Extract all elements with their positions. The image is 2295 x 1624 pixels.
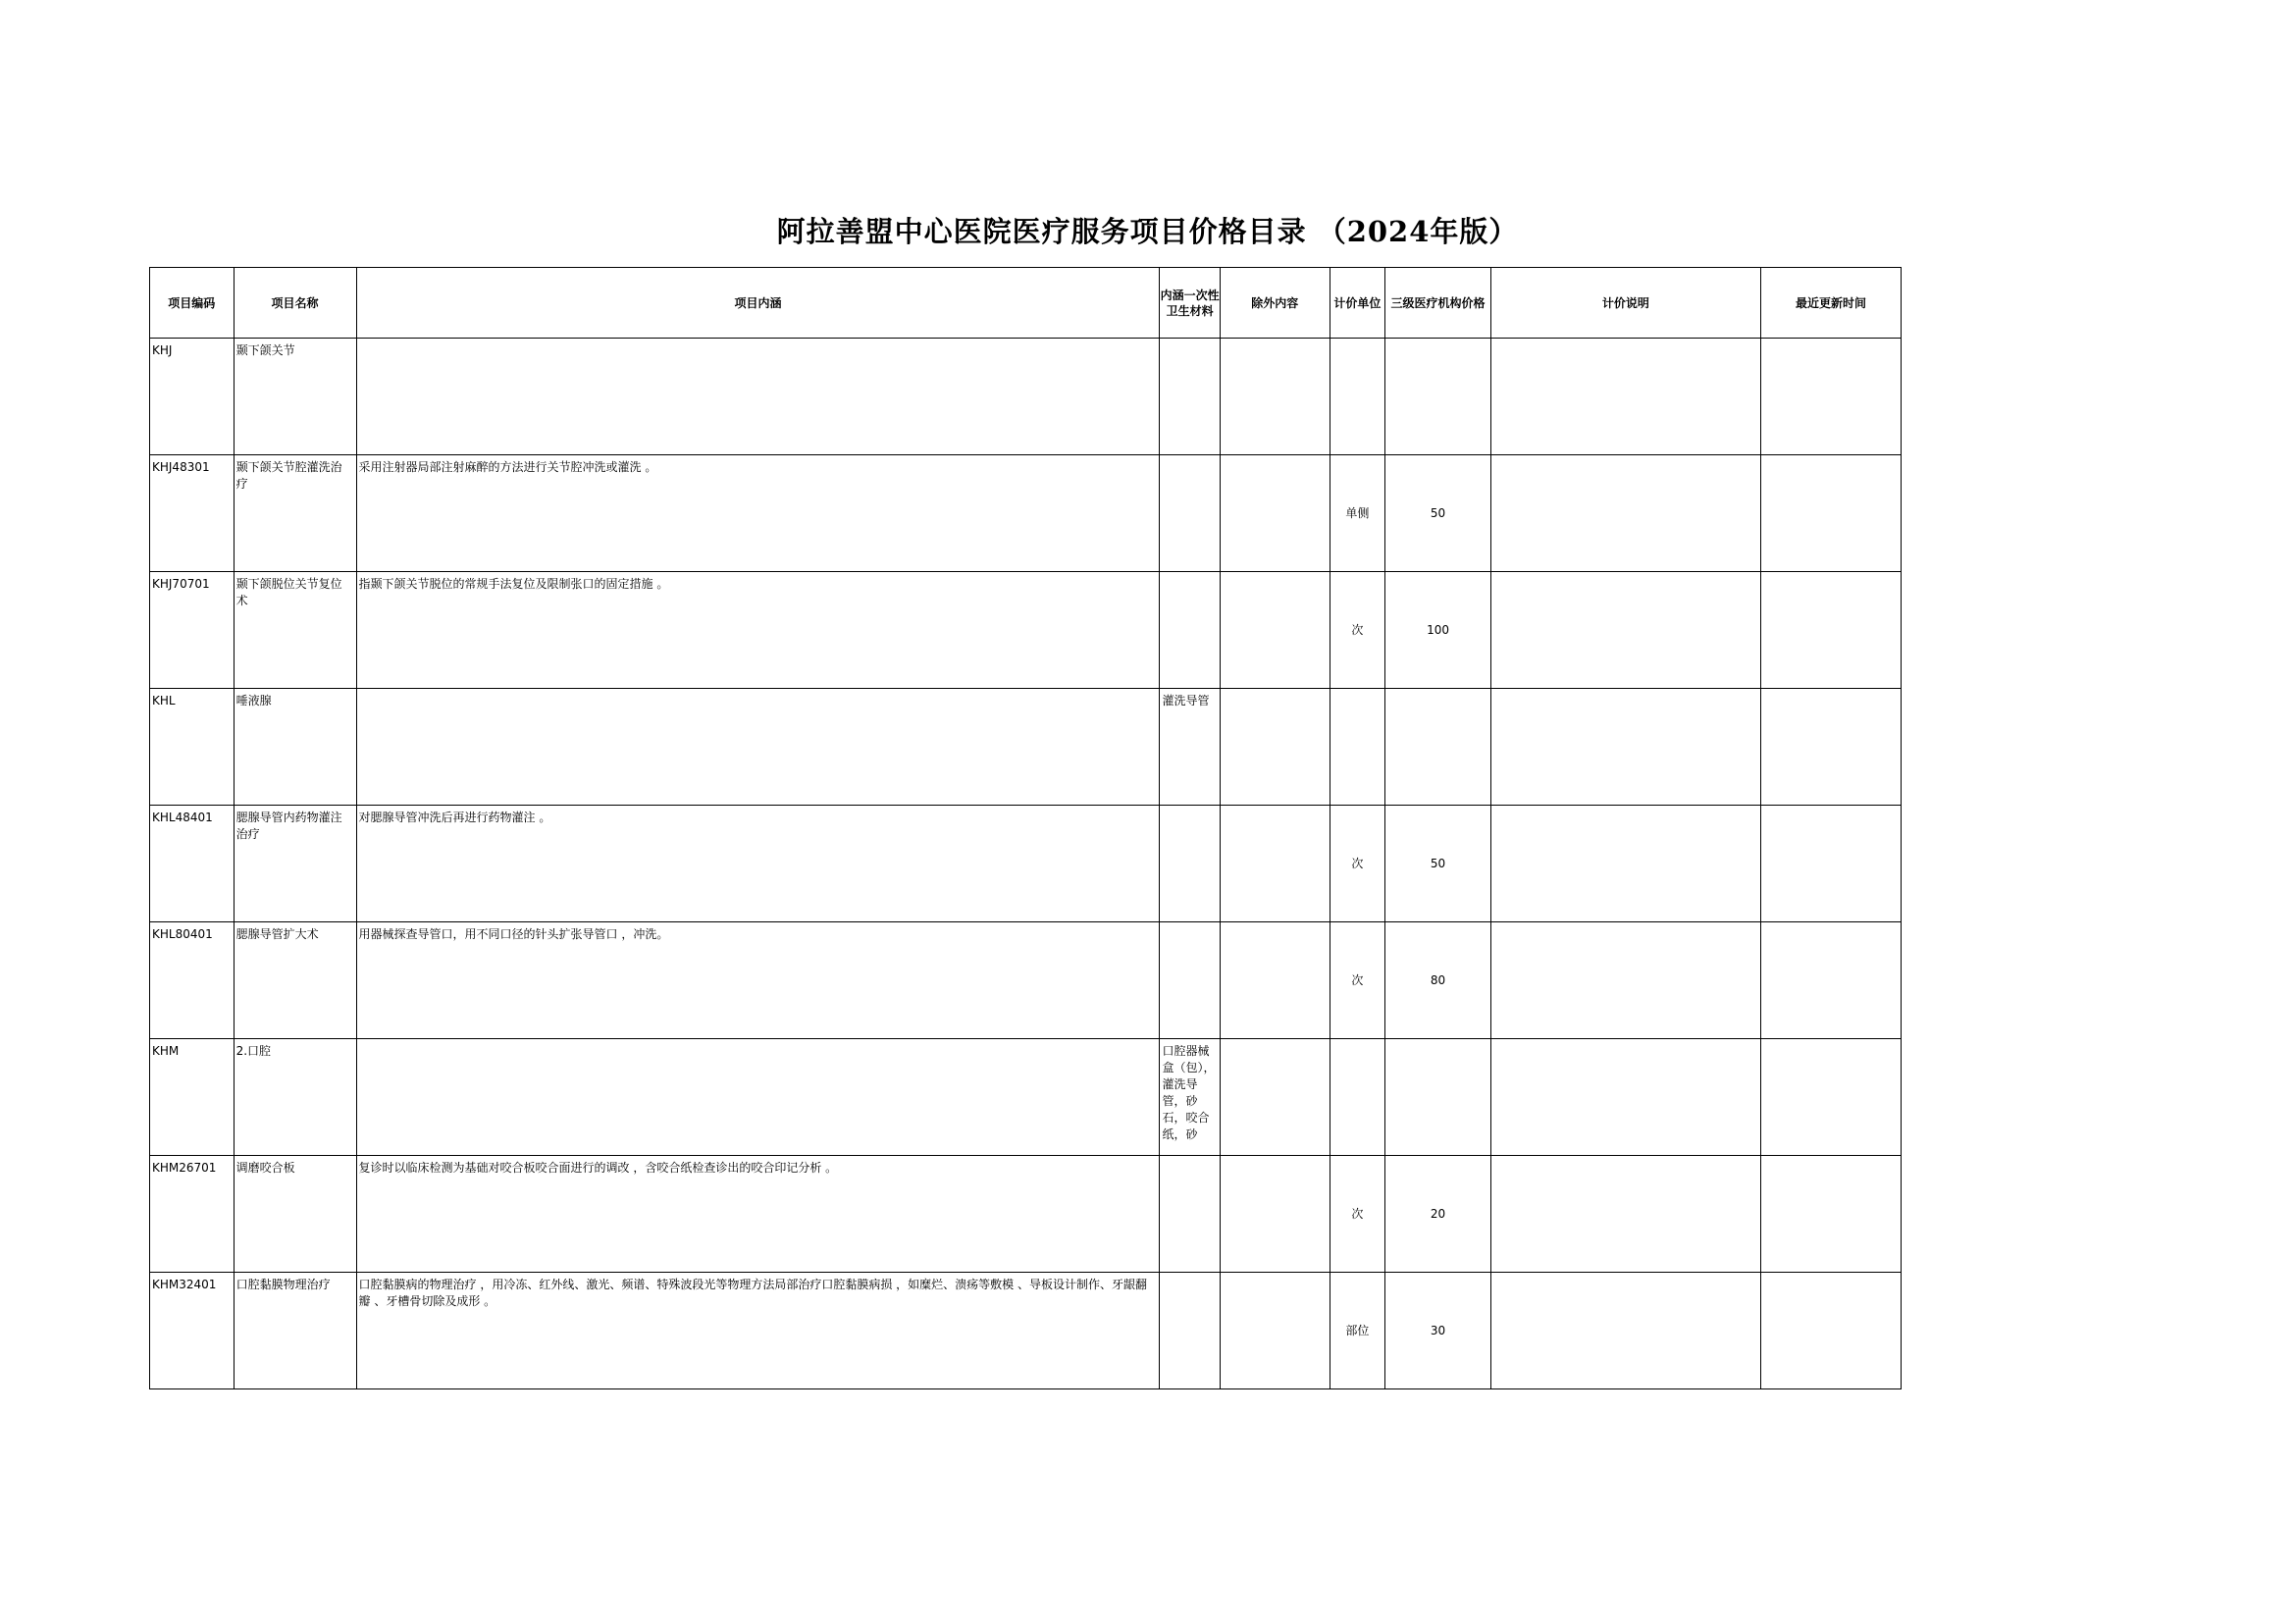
cell-content <box>356 339 1160 455</box>
cell-code: KHL80401 <box>150 922 235 1039</box>
table-row <box>150 806 1902 922</box>
cell-materials <box>1160 1156 1220 1273</box>
cell-pricing-note <box>1490 1273 1760 1389</box>
cell-name: 口腔黏膜物理治疗 <box>234 1273 356 1389</box>
cell-code: KHM <box>150 1039 235 1156</box>
cell-unit <box>1330 1039 1384 1156</box>
table-row <box>150 1273 1902 1389</box>
cell-exclusions <box>1220 806 1330 922</box>
header-exclusions: 除外内容 <box>1220 268 1330 339</box>
cell-content: 指颞下颌关节脱位的常规手法复位及限制张口的固定措施 。 <box>356 572 1160 689</box>
cell-price: 20 <box>1385 1156 1491 1273</box>
table-row <box>150 1156 1902 1273</box>
cell-name: 唾液腺 <box>234 689 356 806</box>
cell-code: KHM32401 <box>150 1273 235 1389</box>
cell-materials <box>1160 1039 1220 1156</box>
cell-updated <box>1760 1039 1901 1156</box>
cell-content: 用器械探查导管口，用不同口径的针头扩张导管口 ，冲洗。 <box>356 922 1160 1039</box>
cell-price <box>1385 339 1491 455</box>
cell-unit <box>1330 689 1384 806</box>
cell-exclusions <box>1220 689 1330 806</box>
cell-unit: 单侧 <box>1330 455 1384 572</box>
cell-name: 腮腺导管内药物灌注治疗 <box>234 806 356 922</box>
header-price: 三级医疗机构价格 <box>1385 268 1491 339</box>
cell-updated <box>1760 1273 1901 1389</box>
cell-content: 复诊时以临床检测为基础对咬合板咬合面进行的调改 ，含咬合纸检查诊出的咬合印记分析 。 <box>356 1156 1160 1273</box>
cell-content: 对腮腺导管冲洗后再进行药物灌注 。 <box>356 806 1160 922</box>
cell-pricing-note <box>1490 806 1760 922</box>
cell-materials <box>1160 455 1220 572</box>
header-code: 项目编码 <box>150 268 235 339</box>
table-row <box>150 689 1902 806</box>
cell-pricing-note <box>1490 1039 1760 1156</box>
cell-updated <box>1760 572 1901 689</box>
cell-name: 调磨咬合板 <box>234 1156 356 1273</box>
table-row <box>150 1039 1902 1156</box>
header-name: 项目名称 <box>234 268 356 339</box>
header-materials: 内涵一次性卫生材料 <box>1160 268 1220 339</box>
cell-name: 颞下颌脱位关节复位术 <box>234 572 356 689</box>
cell-exclusions <box>1220 1039 1330 1156</box>
cell-pricing-note <box>1490 455 1760 572</box>
materials-text: 灌洗导管 <box>1162 694 1210 707</box>
cell-updated <box>1760 339 1901 455</box>
header-content: 项目内涵 <box>356 268 1160 339</box>
page-title: 阿拉善盟中心医院医疗服务项目价格目录 （2024年版） <box>776 215 1519 248</box>
cell-price: 50 <box>1385 455 1491 572</box>
table-row <box>150 922 1902 1039</box>
cell-name: 颞下颌关节 <box>234 339 356 455</box>
cell-code: KHM26701 <box>150 1156 235 1273</box>
header-pricing-note: 计价说明 <box>1490 268 1760 339</box>
cell-pricing-note <box>1490 339 1760 455</box>
cell-pricing-note <box>1490 689 1760 806</box>
cell-exclusions <box>1220 339 1330 455</box>
cell-updated <box>1760 455 1901 572</box>
table-row <box>150 455 1902 572</box>
header-row <box>150 268 1902 339</box>
cell-code: KHL <box>150 689 235 806</box>
cell-updated <box>1760 1156 1901 1273</box>
cell-updated <box>1760 689 1901 806</box>
cell-content: 采用注射器局部注射麻醉的方法进行关节腔冲洗或灌洗 。 <box>356 455 1160 572</box>
cell-materials <box>1160 689 1220 806</box>
cell-name: 颞下颌关节腔灌洗治疗 <box>234 455 356 572</box>
cell-price: 80 <box>1385 922 1491 1039</box>
cell-materials <box>1160 806 1220 922</box>
price-table <box>149 267 1902 1389</box>
cell-code: KHL48401 <box>150 806 235 922</box>
cell-unit: 次 <box>1330 1156 1384 1273</box>
table-row <box>150 572 1902 689</box>
cell-name: 腮腺导管扩大术 <box>234 922 356 1039</box>
cell-pricing-note <box>1490 922 1760 1039</box>
header-updated: 最近更新时间 <box>1760 268 1901 339</box>
cell-exclusions <box>1220 1156 1330 1273</box>
cell-unit: 次 <box>1330 806 1384 922</box>
cell-code: KHJ48301 <box>150 455 235 572</box>
cell-unit <box>1330 339 1384 455</box>
cell-content <box>356 1039 1160 1156</box>
cell-price <box>1385 689 1491 806</box>
cell-exclusions <box>1220 922 1330 1039</box>
cell-materials <box>1160 922 1220 1039</box>
cell-exclusions <box>1220 455 1330 572</box>
cell-updated <box>1760 922 1901 1039</box>
cell-price: 50 <box>1385 806 1491 922</box>
cell-pricing-note <box>1490 572 1760 689</box>
cell-content <box>356 689 1160 806</box>
header-unit: 计价单位 <box>1330 268 1384 339</box>
cell-pricing-note <box>1490 1156 1760 1273</box>
table-row <box>150 339 1902 455</box>
cell-content: 口腔黏膜病的物理治疗 ，用冷冻、红外线、激光、频谱、特殊波段光等物理方法局部治疗口腔黏膜病损 ，如糜烂、溃疡等敷模 、导板设计制作、牙龈翻瓣 、牙槽骨切除及成形 。 <box>356 1273 1160 1389</box>
cell-materials <box>1160 339 1220 455</box>
cell-updated <box>1760 806 1901 922</box>
cell-unit: 次 <box>1330 572 1384 689</box>
materials-text: 口腔器械盒（包），灌洗导管，砂石，咬合纸，砂 <box>1162 1044 1216 1141</box>
cell-name: 2.口腔 <box>234 1039 356 1156</box>
cell-materials <box>1160 572 1220 689</box>
cell-code: KHJ70701 <box>150 572 235 689</box>
cell-materials <box>1160 1273 1220 1389</box>
cell-price: 100 <box>1385 572 1491 689</box>
cell-code: KHJ <box>150 339 235 455</box>
cell-price: 30 <box>1385 1273 1491 1389</box>
cell-unit: 部位 <box>1330 1273 1384 1389</box>
cell-exclusions <box>1220 1273 1330 1389</box>
cell-price <box>1385 1039 1491 1156</box>
cell-unit: 次 <box>1330 922 1384 1039</box>
cell-exclusions <box>1220 572 1330 689</box>
